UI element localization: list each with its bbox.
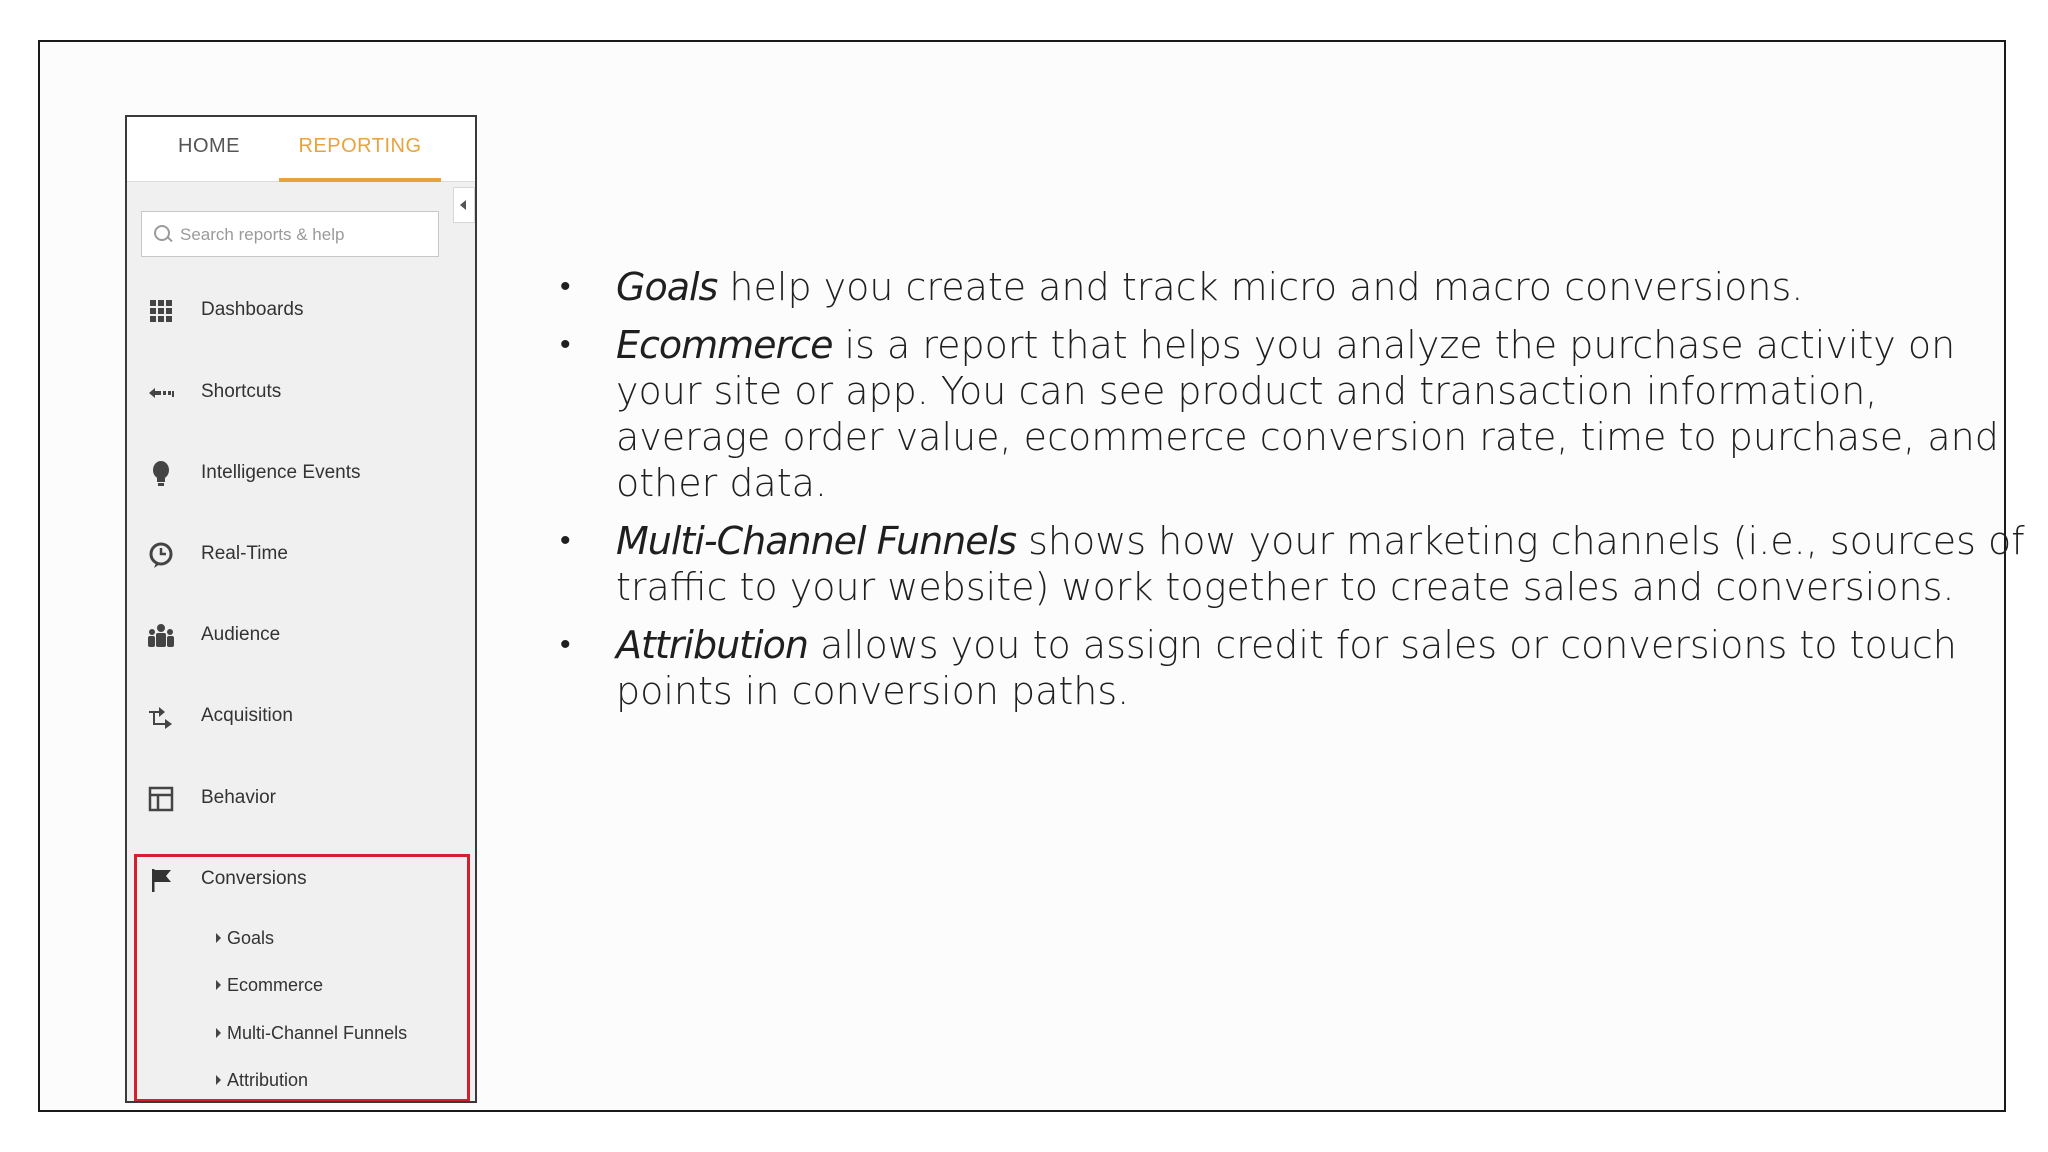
slide-frame	[38, 40, 2025, 1112]
bullet-text: allows you to assign credit for sales or conversions to touch points in conversion paths.	[616, 623, 1957, 713]
sidebar-item-intelligence-events[interactable]	[127, 444, 457, 504]
bullet-term: Attribution	[616, 623, 808, 667]
layout-icon	[147, 785, 175, 813]
bullet-goals	[560, 264, 2040, 310]
shortcut-arrow-icon	[147, 379, 175, 407]
sidebar-item-real-time[interactable]	[127, 525, 457, 585]
people-icon	[147, 622, 175, 650]
caret-right-icon	[216, 1075, 221, 1085]
subitem-attribution[interactable]: Attribution	[216, 1062, 308, 1098]
collapse-sidebar-button[interactable]	[453, 187, 475, 223]
tab-reporting[interactable]: REPORTING	[279, 117, 441, 182]
sidebar-item-label: Acquisition	[201, 705, 293, 726]
sidebar-item-label: Intelligence Events	[201, 462, 361, 483]
search-icon	[154, 225, 170, 241]
bullet-text: help you create and track micro and macro conversions.	[717, 265, 1804, 309]
bullet-text: is a report that helps you analyze the purchase activity on your site or app. You can see product and transaction information, average order value, ecommerce conversion rate, time to purchase, and other data.	[616, 323, 1999, 505]
bullet-text: shows how your marketing channels (i.e., sources of traffic to your website) work together to create sales and conversions.	[616, 519, 2025, 609]
sidebar-item-label: Shortcuts	[201, 381, 282, 402]
lightbulb-icon	[147, 460, 175, 488]
acquisition-arrows-icon	[147, 703, 175, 731]
analytics-sidebar-screenshot	[125, 115, 477, 1103]
bullet-attribution	[560, 622, 2040, 714]
sidebar-item-label: Real-Time	[201, 543, 288, 564]
sidebar-item-dashboards[interactable]	[127, 281, 457, 341]
search-input[interactable]	[178, 220, 432, 250]
sidebar-item-shortcuts[interactable]	[127, 363, 457, 423]
caret-right-icon	[216, 1028, 221, 1038]
grid-icon	[147, 297, 175, 325]
top-tabs	[127, 117, 475, 182]
sidebar-item-conversions[interactable]	[127, 850, 457, 910]
flag-icon	[147, 866, 175, 894]
search-box[interactable]	[141, 211, 439, 257]
tab-home[interactable]: HOME	[178, 135, 240, 157]
subitem-multi-channel-funnels[interactable]: Multi-Channel Funnels	[216, 1015, 407, 1051]
subitem-ecommerce[interactable]: Ecommerce	[216, 967, 323, 1003]
sidebar-item-label: Audience	[201, 624, 281, 645]
sidebar-item-label: Conversions	[201, 868, 307, 889]
subitem-goals[interactable]: Goals	[216, 920, 274, 956]
definition-list	[560, 264, 2040, 726]
caret-right-icon	[216, 933, 221, 943]
bullet-ecommerce	[560, 322, 2040, 506]
sidebar-item-audience[interactable]	[127, 606, 457, 666]
bullet-multi-channel-funnels	[560, 518, 2040, 610]
bullet-term: Goals	[616, 265, 718, 309]
bullet-term: Multi-Channel Funnels	[616, 519, 1016, 563]
sidebar-item-label: Dashboards	[201, 299, 304, 320]
clock-icon	[147, 541, 175, 569]
sidebar-item-behavior[interactable]	[127, 769, 457, 829]
bullet-term: Ecommerce	[616, 323, 833, 367]
sidebar-item-acquisition[interactable]	[127, 687, 457, 747]
sidebar-item-label: Behavior	[201, 787, 276, 808]
caret-right-icon	[216, 980, 221, 990]
